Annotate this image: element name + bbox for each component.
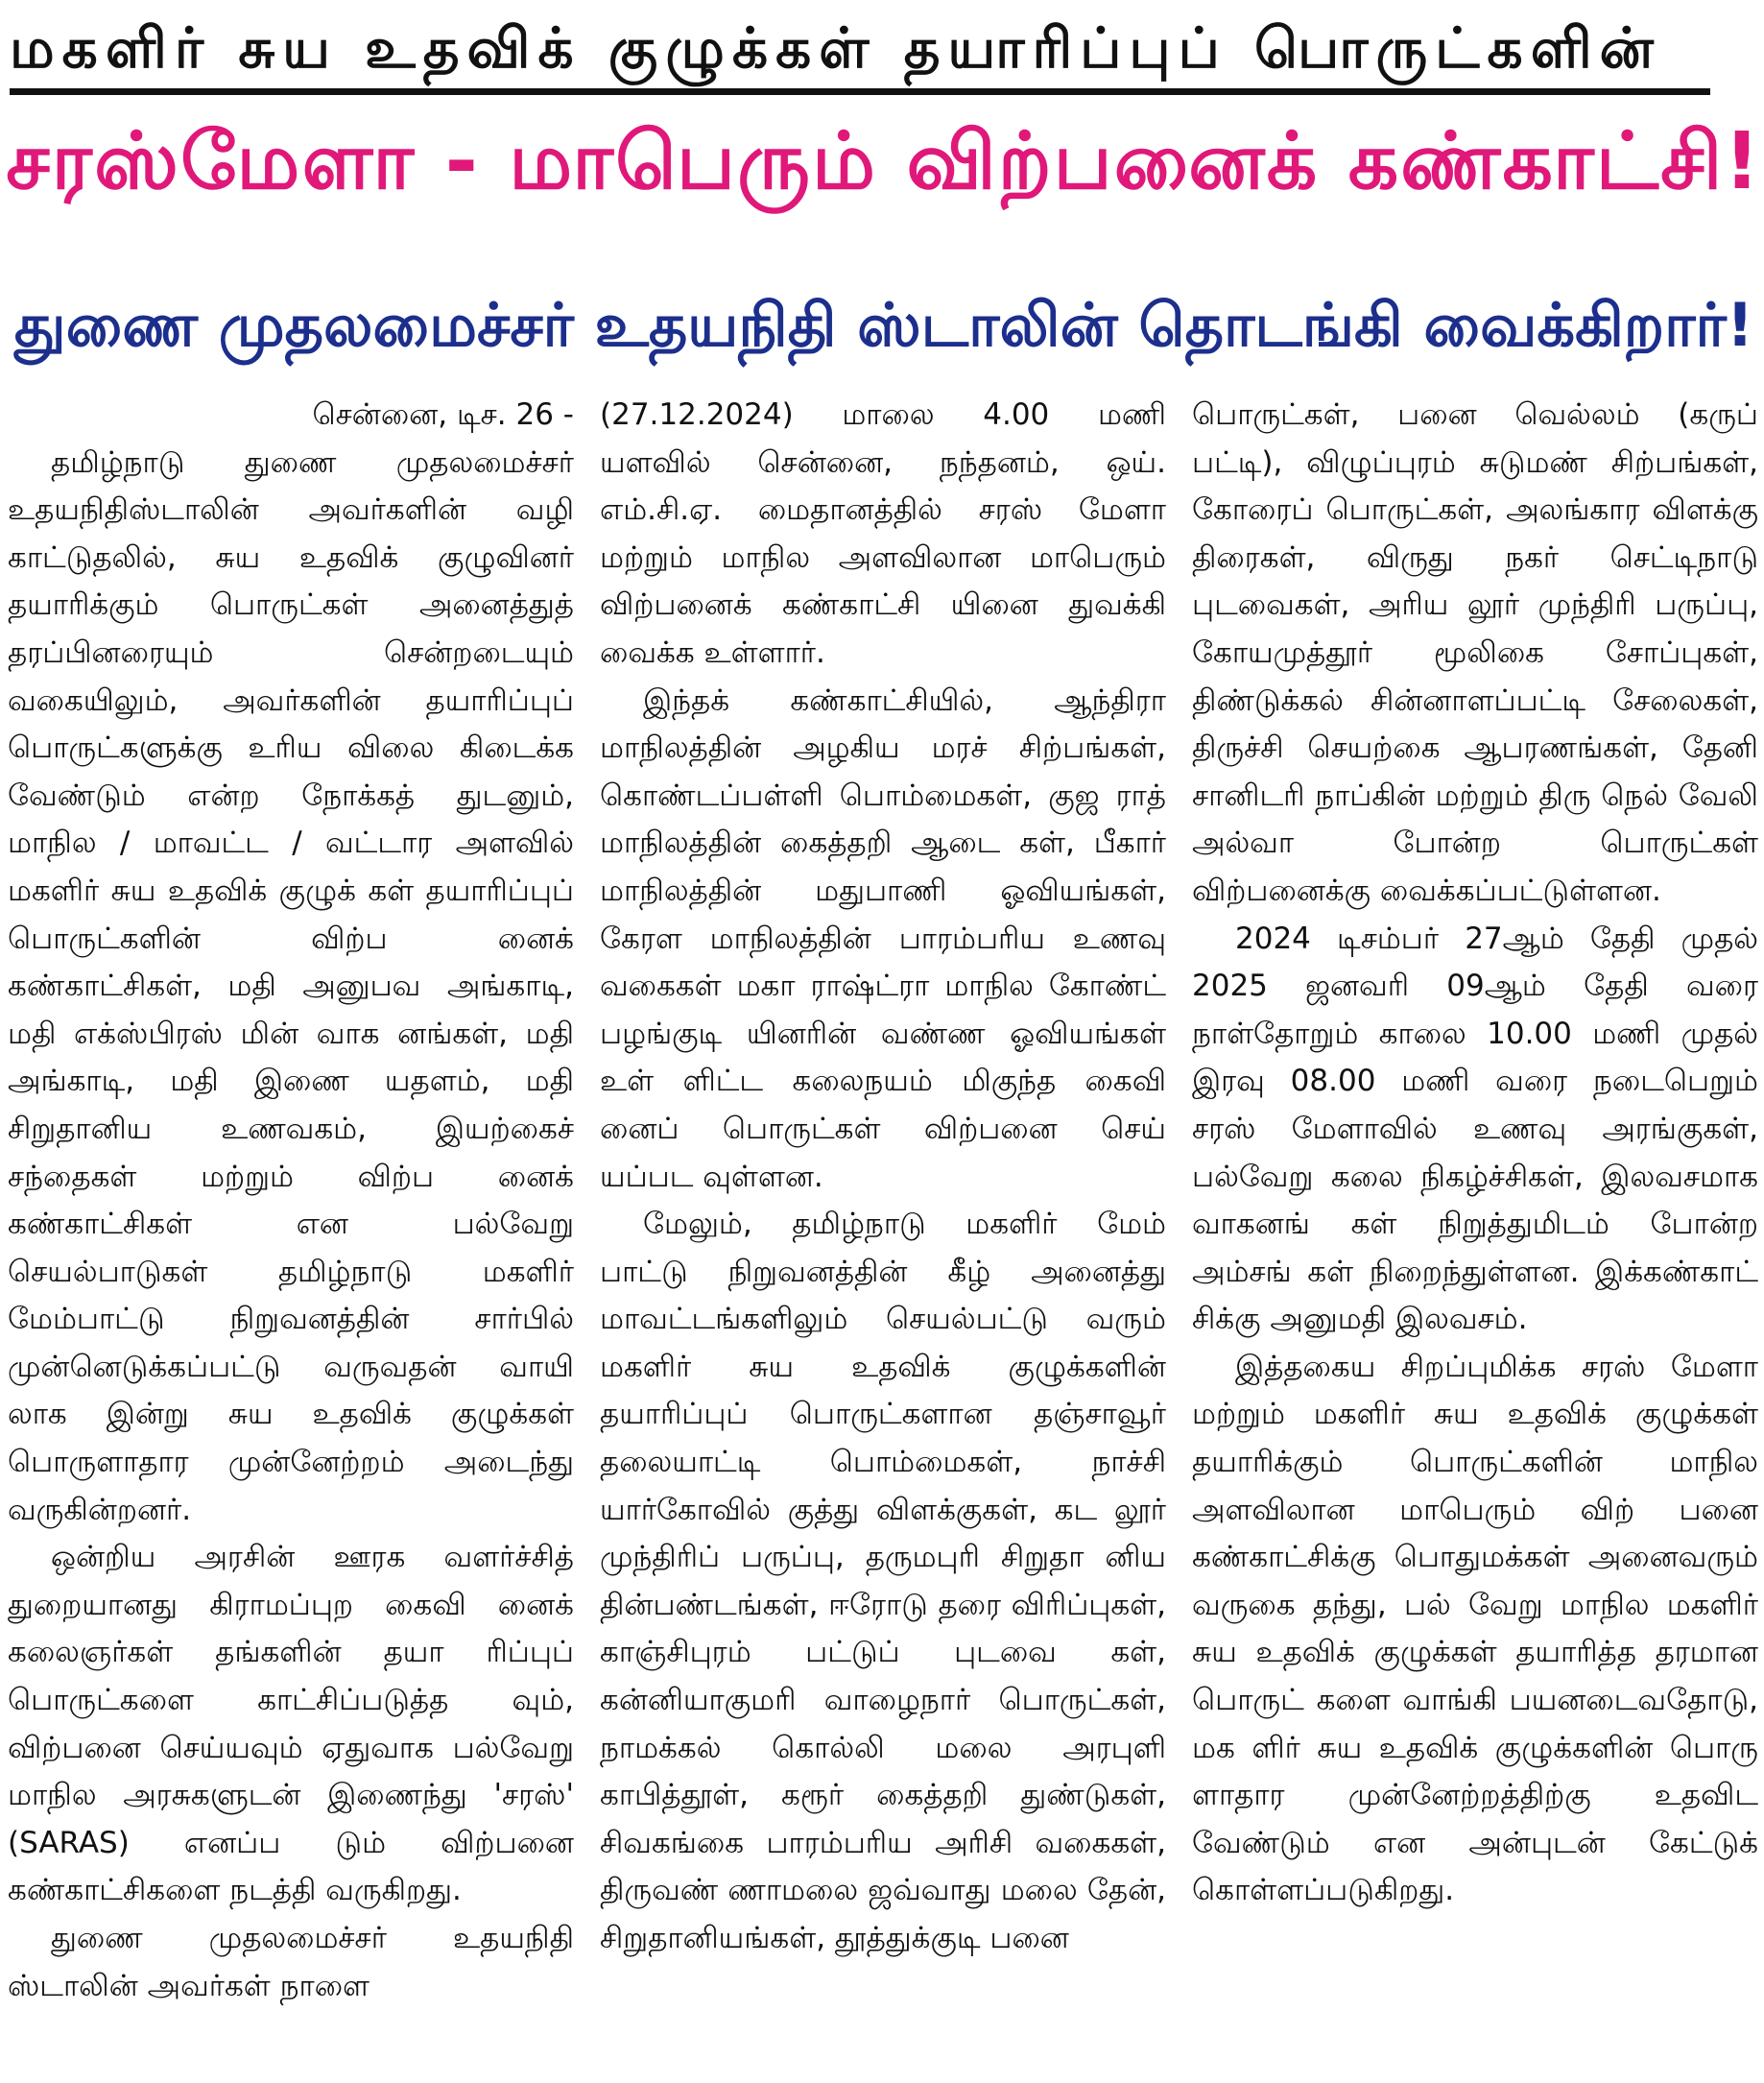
paragraph: இத்தகைய சிறப்புமிக்க சரஸ் மேளா மற்றும் மகளிர் சுய உதவிக் குழுக்கள் தயாரிக்கும் பொருட்களின் மாநில அளவிலான மாபெரும் விற் பனை கண்காட்சிக்கு பொதுமக்கள் அனைவரும் வருகை தந்து, பல் வேறு மாநில மகளிர் சுய உதவிக் குழுக்கள் தயாரித்த தரமான பொருட் களை வாங்கி பயனடைவதோடு, மக ளிர் சுய உதவிக் குழுக்களின் பொரு ளாதார முன்னேற்றத்திற்கு உதவிட வேண்டும் என அன்புடன் கேட்டுக் கொள்ளப்படுகிறது. (1192, 1349, 1758, 1908)
paragraph: (27.12.2024) மாலை 4.00 மணி யளவில் சென்னை, நந்தனம், ஒய். எம்.சி.ஏ. மைதானத்தில் சரஸ் மேளா மற்றும் மாநில அளவிலான மாபெரும் விற்பனைக் கண்காட்சி யினை துவக்கி வைக்க உள்ளார். (600, 397, 1166, 670)
headline: சரஸ்மேளா - மாபெரும் விற்பனைக் கண்காட்சி! (6, 116, 1762, 207)
paragraph: மேலும், தமிழ்நாடு மகளிர் மேம் பாட்டு நிறுவனத்தின் கீழ் அனைத்து மாவட்டங்களிலும் செயல்பட்டு வரும் மகளிர் சுய உதவிக் குழுக்களின் தயாரிப்புப் பொருட்களான தஞ்சாவூர் தலையாட்டி பொம்மைகள், நாச்சி யார்கோவில் குத்து விளக்குகள், கட லூர் முந்திரிப் பருப்பு, தருமபுரி சிறுதா னிய தின்பண்டங்கள், ஈரோடு தரை விரிப்புகள், காஞ்சிபுரம் பட்டுப் புடவை கள், கன்னியாகுமரி வாழைநார் பொருட்கள், நாமக்கல் கொல்லி மலை அரபுளி காபித்தூள், கரூர் கைத்தறி துண்டுகள், சிவகங்கை பாரம்பரிய அரிசி வகைகள், திருவண் ணாமலை ஜவ்வாது மலை தேன், சிறுதானியங்கள், தூத்துக்குடி பனை (600, 1207, 1166, 1955)
article-column-3 (1192, 392, 1758, 2081)
kicker-underline (10, 88, 1710, 95)
paragraph: 2024 டிசம்பர் 27ஆம் தேதி முதல் 2025 ஜனவரி 09ஆம் தேதி வரை நாள்தோறும் காலை 10.00 மணி முதல் இரவு 08.00 மணி வரை நடைபெறும் சரஸ் மேளாவில் உணவு அரங்குகள், பல்வேறு கலை நிகழ்ச்சிகள், இலவசமாக வாகனங் கள் நிறுத்துமிடம் போன்ற அம்சங் கள் நிறைந்துள்ளன. இக்கண்காட் சிக்கு அனுமதி இலவசம். (1192, 921, 1758, 1337)
article-column-2 (600, 392, 1166, 2081)
paragraph: துணை முதலமைச்சர் உதயநிதி ஸ்டாலின் அவர்கள் நாளை (8, 1921, 574, 2003)
paragraph: தமிழ்நாடு துணை முதலமைச்சர் உதயநிதிஸ்டாலின் அவர்களின் வழி காட்டுதலில், சுய உதவிக் குழுவினர் தயாரிக்கும் பொருட்கள் அனைத்துத் தரப்பினரையும் சென்றடையும் வகையிலும், அவர்களின் தயாரிப்புப் பொருட்களுக்கு உரிய விலை கிடைக்க வேண்டும் என்ற நோக்கத் துடனும், மாநில / மாவட்ட / வட்டார அளவில் மகளிர் சுய உதவிக் குழுக் கள் தயாரிப்புப் பொருட்களின் விற்ப னைக் கண்காட்சிகள், மதி அனுபவ அங்காடி, மதி எக்ஸ்பிரஸ் மின் வாக னங்கள், மதி அங்காடி, மதி இணை யதளம், மதி சிறுதானிய உணவகம், இயற்கைச் சந்தைகள் மற்றும் விற்ப னைக் கண்காட்சிகள் என பல்வேறு செயல்பாடுகள் தமிழ்நாடு மகளிர் மேம்பாட்டு நிறுவனத்தின் சார்பில் முன்னெடுக்கப்பட்டு வருவதன் வாயி லாக இன்று சுய உதவிக் குழுக்கள் பொருளாதார முன்னேற்றம் அடைந்து வருகின்றனர். (8, 444, 574, 1527)
paragraph: இந்தக் கண்காட்சியில், ஆந்திரா மாநிலத்தின் அழகிய மரச் சிற்பங்கள், கொண்டப்பள்ளி பொம்மைகள், குஜ ராத் மாநிலத்தின் கைத்தறி ஆடை கள், பீகார் மாநிலத்தின் மதுபாணி ஓவியங்கள், கேரள மாநிலத்தின் பாரம்பரிய உணவு வகைகள் மகா ராஷ்ட்ரா மாநில கோண்ட் பழங்குடி யினரின் வண்ண ஓவியங்கள் உள் ளிட்ட கலைநயம் மிகுந்த கைவி னைப் பொருட்கள் விற்பனை செய் யப்பட வுள்ளன. (600, 682, 1166, 1194)
article-column-1 (8, 392, 574, 2081)
paragraph: பொருட்கள், பனை வெல்லம் (கருப் பட்டி), விழுப்புரம் சுடுமண் சிற்பங்கள், கோரைப் பொருட்கள், அலங்கார விளக்கு திரைகள், விருது நகர் செட்டிநாடு புடவைகள், அரிய லூர் முந்திரி பருப்பு, கோயமுத்தூர் மூலிகை சோப்புகள், திண்டுக்கல் சின்னாளப்பட்டி சேலைகள், திருச்சி செயற்கை ஆபரணங்கள், தேனி சானிடரி நாப்கின் மற்றும் திரு நெல் வேலி அல்வா போன்ற பொருட்கள் விற்பனைக்கு வைக்கப்பட்டுள்ளன. (1192, 397, 1758, 908)
kicker-line: மகளிர் சுய உதவிக் குழுக்கள் தயாரிப்புப் பொருட்களின் (10, 15, 1661, 81)
subheadline: துணை முதலமைச்சர் உதயநிதி ஸ்டாலின் தொடங்கி வைக்கிறார்! (13, 290, 1754, 360)
dateline: சென்னை, டிச. 26 - (312, 397, 574, 432)
article-body (8, 392, 1758, 2081)
paragraph: ஒன்றிய அரசின் ஊரக வளர்ச்சித் துறையானது கிராமப்புற கைவி னைக் கலைஞர்கள் தங்களின் தயா ரிப்புப் பொருட்களை காட்சிப்படுத்த வும், விற்பனை செய்யவும் ஏதுவாக பல்வேறு மாநில அரசுகளுடன் இணைந்து 'சரஸ்' (SARAS) எனப்ப டும் விற்பனை கண்காட்சிகளை நடத்தி வருகிறது. (8, 1540, 574, 1908)
